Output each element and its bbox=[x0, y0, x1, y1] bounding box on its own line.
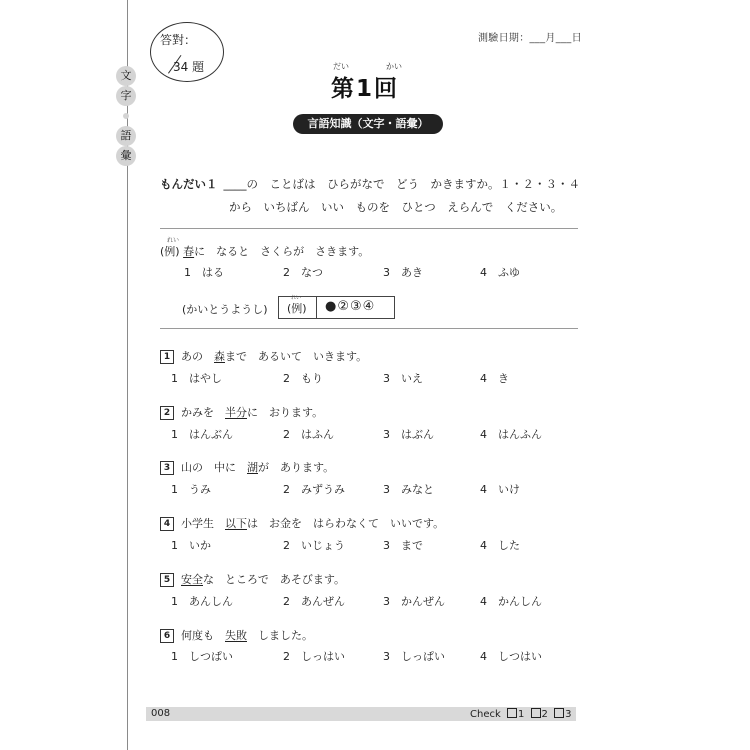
question-post: に おります。 bbox=[247, 406, 324, 419]
page-number: 008 bbox=[151, 708, 171, 719]
divider bbox=[160, 228, 578, 229]
q6-option-3: 3 しっぱい bbox=[383, 650, 445, 663]
check-box-label: 1 bbox=[517, 709, 525, 720]
question-post: に なると さくらが さきます。 bbox=[194, 245, 370, 258]
divider bbox=[160, 328, 578, 329]
example-ruby: れい bbox=[167, 237, 180, 244]
q6-option-4: 4 しつはい bbox=[480, 650, 542, 663]
question-pre: 何度も bbox=[181, 629, 225, 642]
q3-option-1: 1 うみ bbox=[171, 483, 211, 496]
q4-option-1: 1 いか bbox=[171, 539, 211, 552]
question-number: 2 bbox=[160, 406, 174, 420]
test-date-field: 測驗日期：___月___日 bbox=[478, 33, 582, 44]
answer-sheet-label: (かいとうようし) bbox=[182, 303, 268, 316]
side-tab-char: 彙 bbox=[116, 146, 136, 166]
check-box[interactable] bbox=[507, 708, 517, 718]
example-option-1: 1 はる bbox=[184, 266, 224, 279]
score-total: 34 題 bbox=[173, 60, 205, 74]
check-label: Check bbox=[470, 709, 501, 720]
question-post: は お金を はらわなくて いいです。 bbox=[247, 517, 445, 530]
check-box[interactable] bbox=[531, 708, 541, 718]
question-number: 3 bbox=[160, 461, 174, 475]
question-6 bbox=[160, 627, 313, 643]
question-pre: 山の 中に bbox=[181, 461, 247, 474]
instruction-line-2: から いちばん いい ものを ひとつ えらんで ください。 bbox=[229, 200, 563, 214]
underlined-word: 森 bbox=[214, 350, 225, 363]
underlined-word: 失敗 bbox=[225, 629, 247, 642]
question-pre: あの bbox=[181, 350, 214, 363]
question-1 bbox=[160, 348, 367, 364]
question-number: 4 bbox=[160, 517, 174, 531]
question-number: 5 bbox=[160, 573, 174, 587]
instruction-line-1 bbox=[160, 176, 580, 192]
q3-option-2: 2 みずうみ bbox=[283, 483, 345, 496]
q5-option-4: 4 かんしん bbox=[480, 595, 542, 608]
question-4 bbox=[160, 515, 444, 531]
q3-option-3: 3 みなと bbox=[383, 483, 434, 496]
question-post: まで あるいて いきます。 bbox=[225, 350, 368, 363]
question-number: 1 bbox=[160, 350, 174, 364]
q4-option-3: 3 まで bbox=[383, 539, 423, 552]
question-3 bbox=[160, 459, 334, 475]
question-number: 6 bbox=[160, 629, 174, 643]
check-box[interactable] bbox=[554, 708, 564, 718]
answer-sheet-ruby: れい bbox=[291, 295, 302, 301]
q6-option-1: 1 しつぱい bbox=[171, 650, 233, 663]
example-option-3: 3 あき bbox=[383, 266, 423, 279]
question-post: が あります。 bbox=[258, 461, 335, 474]
side-tab-char: 語 bbox=[116, 126, 136, 146]
q3-option-4: 4 いけ bbox=[480, 483, 520, 496]
answer-sheet-example: (例) bbox=[287, 302, 307, 315]
q1-option-3: 3 いえ bbox=[383, 372, 423, 385]
example-option-2: 2 なつ bbox=[283, 266, 323, 279]
question-pre: かみを bbox=[181, 406, 225, 419]
example-question bbox=[160, 243, 369, 259]
q5-option-3: 3 かんぜん bbox=[383, 595, 445, 608]
q4-option-2: 2 いじょう bbox=[283, 539, 345, 552]
example-prefix: (例) bbox=[160, 245, 180, 258]
q5-option-2: 2 あんぜん bbox=[283, 595, 345, 608]
answer-sheet-divider bbox=[316, 296, 317, 319]
question-post: しました。 bbox=[247, 629, 313, 642]
question-post: な ところで あそびます。 bbox=[203, 573, 346, 586]
instruction-text-1: ____の ことばは ひらがなで どう かきますか。１・２・３・４ bbox=[223, 177, 580, 191]
underlined-word: 春 bbox=[183, 245, 195, 258]
check-box-label: 3 bbox=[565, 709, 572, 720]
underlined-word: 半分 bbox=[225, 406, 247, 419]
q1-option-1: 1 はやし bbox=[171, 372, 222, 385]
q5-option-1: 1 あんしん bbox=[171, 595, 233, 608]
section-label: 言語知識（文字・語彙） bbox=[293, 114, 443, 134]
underlined-word: 湖 bbox=[247, 461, 258, 474]
check-row bbox=[470, 708, 571, 720]
score-label: 答對： bbox=[160, 33, 197, 47]
q2-option-2: 2 はふん bbox=[283, 428, 334, 441]
question-2 bbox=[160, 404, 323, 420]
check-box-label: 2 bbox=[541, 709, 548, 720]
underlined-word: 安全 bbox=[181, 573, 203, 586]
q2-option-3: 3 はぶん bbox=[383, 428, 434, 441]
example-option-4: 4 ふゆ bbox=[480, 266, 520, 279]
q2-option-4: 4 はんふん bbox=[480, 428, 542, 441]
answer-sheet-bubbles: ●②③④ bbox=[325, 299, 376, 314]
q1-option-2: 2 もり bbox=[283, 372, 323, 385]
page-title: 第1回 bbox=[331, 76, 400, 102]
side-tab-separator bbox=[123, 113, 129, 119]
title-ruby-kai: かい bbox=[386, 62, 402, 71]
q4-option-4: 4 した bbox=[480, 539, 520, 552]
title-ruby-dai: だい bbox=[333, 62, 349, 71]
q1-option-4: 4 き bbox=[480, 372, 509, 385]
question-5 bbox=[160, 571, 345, 587]
mondai-label: もんだい１ bbox=[160, 177, 218, 191]
underlined-word: 以下 bbox=[225, 517, 247, 530]
side-tab-char: 字 bbox=[116, 86, 136, 106]
side-tab-char: 文 bbox=[116, 66, 136, 86]
q6-option-2: 2 しっはい bbox=[283, 650, 345, 663]
q2-option-1: 1 はんぶん bbox=[171, 428, 233, 441]
question-pre: 小学生 bbox=[181, 517, 225, 530]
